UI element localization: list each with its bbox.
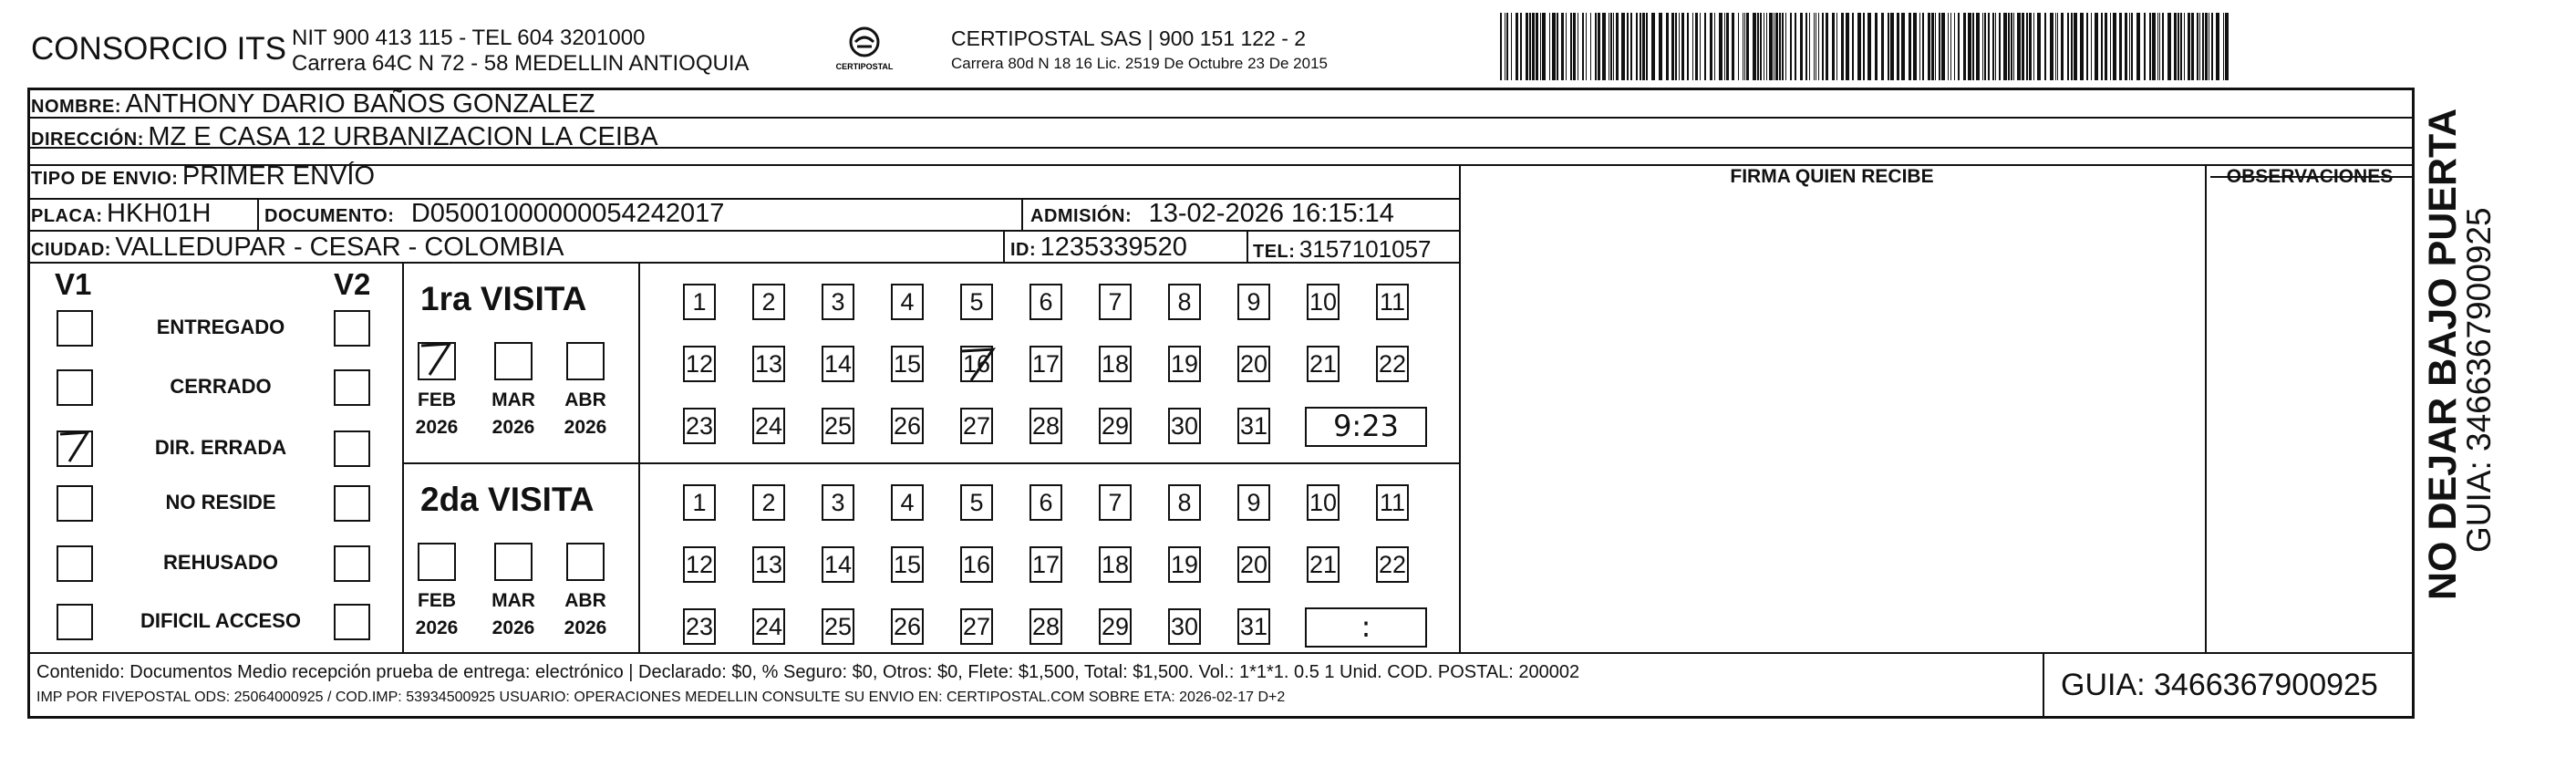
day-box[interactable] — [1029, 484, 1062, 521]
day-box[interactable] — [1307, 484, 1340, 521]
side-warning: NO DEJAR BAJO PUERTA — [2421, 108, 2465, 600]
day-box[interactable] — [1376, 484, 1409, 521]
month-year: 2026 — [415, 617, 459, 638]
day-number: 7 — [1108, 288, 1122, 316]
ship-type-row — [31, 161, 375, 192]
day-box[interactable] — [752, 284, 785, 320]
day-box[interactable] — [1029, 408, 1062, 444]
visit-title: 1ra VISITA — [420, 280, 587, 317]
day-box[interactable] — [822, 484, 854, 521]
day-number: 1 — [692, 288, 707, 316]
id-field — [1010, 233, 1187, 263]
day-box[interactable] — [1099, 284, 1132, 320]
day-number: 13 — [754, 350, 783, 378]
status-label: DIR. ERRADA — [154, 436, 287, 459]
day-box[interactable] — [960, 608, 993, 645]
day-box[interactable] — [1029, 546, 1062, 583]
day-number: 18 — [1101, 350, 1130, 378]
day-box[interactable] — [960, 546, 993, 583]
month-year: 2026 — [415, 417, 459, 438]
day-number: 4 — [900, 489, 915, 516]
company-address: Carrera 64C N 72 - 58 MEDELLIN ANTIOQUIA — [292, 51, 750, 76]
day-box[interactable] — [1099, 484, 1132, 521]
day-box[interactable] — [1237, 484, 1270, 521]
day-box[interactable] — [1029, 284, 1062, 320]
day-box[interactable] — [1168, 484, 1201, 521]
day-number: 8 — [1177, 288, 1192, 316]
day-box[interactable] — [1307, 284, 1340, 320]
status-v1-checkbox[interactable] — [57, 545, 93, 582]
id-label: ID: — [1010, 240, 1037, 260]
day-number: 12 — [685, 350, 714, 378]
day-box[interactable] — [891, 284, 924, 320]
month-name: MAR — [491, 389, 535, 410]
visit-title: 2da VISITA — [420, 481, 595, 518]
tel-number: 3157101057 — [1298, 235, 1432, 263]
day-box[interactable] — [1029, 608, 1062, 645]
observations-label: OBSERVACIONES — [2226, 166, 2394, 187]
day-number: 28 — [1031, 412, 1060, 440]
day-box[interactable] — [752, 546, 785, 583]
day-number: 5 — [969, 288, 984, 316]
footer-guia: GUIA: 3466367900925 — [2061, 668, 2378, 702]
recipient-name: ANTHONY DARIO BAÑOS GONZALEZ — [125, 89, 595, 119]
day-box[interactable] — [960, 484, 993, 521]
day-number: 24 — [754, 412, 783, 440]
status-v2-checkbox[interactable] — [334, 545, 370, 582]
day-number: 25 — [823, 412, 853, 440]
city: VALLEDUPAR - CESAR - COLOMBIA — [115, 233, 564, 262]
day-box[interactable] — [1237, 346, 1270, 382]
month-name: MAR — [491, 590, 535, 611]
day-box[interactable] — [1168, 608, 1201, 645]
day-box[interactable] — [1376, 346, 1409, 382]
status-label: DIFICIL ACCESO — [140, 609, 301, 632]
day-number: 8 — [1177, 489, 1192, 516]
status-v1-checkbox[interactable] — [57, 430, 93, 467]
day-number: 31 — [1239, 412, 1268, 440]
day-number: 28 — [1031, 613, 1060, 640]
day-number: 10 — [1309, 288, 1338, 316]
day-box[interactable] — [752, 346, 785, 382]
day-number: 16 — [962, 551, 991, 578]
day-number: 21 — [1309, 350, 1338, 378]
ship-type: PRIMER ENVÍO — [181, 161, 376, 191]
time-value: 9:23 — [1333, 409, 1399, 443]
status-label: REHUSADO — [163, 551, 278, 574]
time-field[interactable] — [1305, 407, 1427, 447]
day-number: 14 — [823, 551, 853, 578]
name-row — [31, 89, 595, 119]
day-box[interactable] — [683, 346, 716, 382]
day-number: 31 — [1239, 613, 1268, 640]
barcode — [1500, 13, 2229, 80]
day-number: 6 — [1039, 489, 1053, 516]
month-checkbox[interactable] — [418, 543, 456, 581]
name-label: NOMBRE: — [31, 97, 122, 117]
day-number: 25 — [823, 613, 853, 640]
city-field — [31, 233, 564, 263]
admission-date: 13-02-2026 16:15:14 — [1148, 199, 1394, 228]
certipostal-logo — [832, 24, 897, 77]
day-number: 13 — [754, 551, 783, 578]
day-number: 2 — [761, 489, 776, 516]
day-number: 14 — [823, 350, 853, 378]
day-box[interactable] — [752, 408, 785, 444]
admission-field — [1030, 199, 1394, 229]
status-v2-checkbox[interactable] — [334, 310, 370, 347]
day-number: 26 — [893, 412, 922, 440]
plate: HKH01H — [107, 199, 212, 228]
day-box[interactable] — [1168, 546, 1201, 583]
status-v1-checkbox[interactable] — [57, 604, 93, 640]
month-checkbox[interactable] — [418, 342, 456, 380]
day-box[interactable] — [683, 608, 716, 645]
day-box[interactable] — [1237, 284, 1270, 320]
day-box[interactable] — [822, 408, 854, 444]
day-box[interactable] — [960, 408, 993, 444]
status-v2-checkbox[interactable] — [334, 369, 370, 406]
address-label: DIRECCIÓN: — [31, 130, 144, 150]
day-box[interactable] — [891, 546, 924, 583]
status-v1-checkbox[interactable] — [57, 485, 93, 522]
day-number: 9 — [1247, 489, 1261, 516]
day-box[interactable] — [1168, 284, 1201, 320]
v1-header: V1 — [55, 267, 92, 301]
city-label: CIUDAD: — [31, 240, 111, 260]
day-number: 30 — [1170, 613, 1199, 640]
day-box[interactable] — [683, 546, 716, 583]
day-number: 27 — [962, 412, 991, 440]
day-number: 18 — [1101, 551, 1130, 578]
day-box[interactable] — [891, 408, 924, 444]
signature-area[interactable] — [1466, 264, 2196, 648]
status-v1-checkbox[interactable] — [57, 369, 93, 406]
day-box[interactable] — [1099, 346, 1132, 382]
day-number: 15 — [893, 350, 922, 378]
id-number: 1235339520 — [1040, 233, 1187, 262]
day-number: 26 — [893, 613, 922, 640]
day-box[interactable] — [683, 284, 716, 320]
time-field[interactable] — [1305, 607, 1427, 648]
day-number: 17 — [1031, 551, 1060, 578]
day-number: 4 — [900, 288, 915, 316]
status-v2-checkbox[interactable] — [334, 430, 370, 467]
footer-print-line: IMP POR FIVEPOSTAL ODS: 25064000925 / COD.IMP: 53934500925 USUARIO: OPERACIONES MEDELLIN CONSULTE SU ENVIO EN: CERTIPOSTAL.COM SOBRE ETA: 2026-02-17 D+2 — [36, 690, 1286, 705]
day-box[interactable] — [1376, 284, 1409, 320]
month-checkbox[interactable] — [494, 543, 533, 581]
ship-type-label: TIPO DE ENVIO: — [31, 169, 179, 189]
month-checkbox[interactable] — [494, 342, 533, 380]
logo-text: CERTIPOSTAL — [835, 62, 894, 71]
month-year: 2026 — [564, 617, 607, 638]
side-guia: GUIA: 3466367900925 — [2460, 207, 2498, 553]
day-box[interactable] — [1237, 546, 1270, 583]
status-label: ENTREGADO — [156, 316, 285, 338]
address-row — [31, 122, 658, 152]
day-box[interactable] — [1237, 408, 1270, 444]
company-info — [292, 26, 750, 77]
day-box[interactable] — [822, 284, 854, 320]
day-number: 1 — [692, 489, 707, 516]
day-number: 22 — [1378, 551, 1407, 578]
cert-info — [951, 26, 1328, 77]
day-number: 12 — [685, 551, 714, 578]
status-label: NO RESIDE — [165, 491, 276, 513]
day-number: 5 — [969, 489, 984, 516]
day-number: 9 — [1247, 288, 1261, 316]
day-box[interactable] — [822, 608, 854, 645]
day-number: 3 — [831, 288, 845, 316]
day-number: 15 — [893, 551, 922, 578]
document-field — [264, 199, 724, 229]
recipient-address: MZ E CASA 12 URBANIZACION LA CEIBA — [148, 122, 658, 151]
day-number: 17 — [1031, 350, 1060, 378]
day-number: 6 — [1039, 288, 1053, 316]
day-box[interactable] — [1376, 546, 1409, 583]
status-v2-checkbox[interactable] — [334, 604, 370, 640]
month-year: 2026 — [491, 617, 535, 638]
plate-field — [31, 199, 211, 229]
day-box[interactable] — [1307, 346, 1340, 382]
day-number: 20 — [1239, 350, 1268, 378]
month-name: ABR — [564, 590, 606, 611]
status-v1-checkbox[interactable] — [57, 310, 93, 347]
signature-label: FIRMA QUIEN RECIBE — [1730, 166, 1934, 187]
day-box[interactable] — [1099, 408, 1132, 444]
day-box[interactable] — [1099, 608, 1132, 645]
day-box[interactable] — [1099, 546, 1132, 583]
day-number: 19 — [1170, 350, 1199, 378]
tel-label: TEL: — [1253, 242, 1296, 262]
month-name: ABR — [564, 389, 606, 410]
day-number: 29 — [1101, 412, 1130, 440]
day-box[interactable] — [960, 284, 993, 320]
day-number: 11 — [1379, 489, 1406, 516]
day-box[interactable] — [891, 484, 924, 521]
day-number: 19 — [1170, 551, 1199, 578]
day-box[interactable] — [822, 546, 854, 583]
month-year: 2026 — [491, 417, 535, 438]
day-box[interactable] — [752, 484, 785, 521]
company-name: CONSORCIO ITS — [31, 31, 287, 67]
tel-field — [1253, 235, 1432, 264]
status-v2-checkbox[interactable] — [334, 485, 370, 522]
day-box[interactable] — [960, 346, 993, 382]
status-label: CERRADO — [170, 375, 272, 398]
day-box[interactable] — [891, 608, 924, 645]
day-box[interactable] — [1307, 546, 1340, 583]
day-number: 16 — [962, 350, 991, 378]
document-label: DOCUMENTO: — [264, 206, 395, 226]
day-number: 23 — [685, 412, 714, 440]
day-box[interactable] — [752, 608, 785, 645]
day-box[interactable] — [683, 408, 716, 444]
footer-content-line: Contenido: Documentos Medio recepción prueba de entrega: electrónico | Declarado: $0, % Seguro: $0, Otros: $0, Flete: $1,500, Total: $1,500. Vol.: 1*1*1. 0.5 1 Unid. COD. POSTAL: 200002 — [36, 662, 1580, 682]
day-number: 27 — [962, 613, 991, 640]
day-number: 3 — [831, 489, 845, 516]
day-number: 21 — [1309, 551, 1338, 578]
month-checkbox[interactable] — [566, 543, 605, 581]
day-box[interactable] — [1029, 346, 1062, 382]
day-box[interactable] — [1168, 346, 1201, 382]
cert-line-1: CERTIPOSTAL SAS | 900 151 122 - 2 — [951, 26, 1307, 50]
day-number: 10 — [1309, 489, 1338, 516]
day-check-mark — [957, 342, 998, 384]
day-number: 20 — [1239, 551, 1268, 578]
day-box[interactable] — [891, 346, 924, 382]
document-number: D05001000000054242017 — [410, 199, 725, 228]
day-number: 24 — [754, 613, 783, 640]
time-value: : — [1360, 609, 1371, 644]
day-number: 7 — [1108, 489, 1122, 516]
day-number: 22 — [1378, 350, 1407, 378]
day-number: 29 — [1101, 613, 1130, 640]
month-name: FEB — [418, 590, 456, 611]
day-number: 30 — [1170, 412, 1199, 440]
month-checkbox[interactable] — [566, 342, 605, 380]
month-name: FEB — [418, 389, 456, 410]
day-box[interactable] — [1237, 608, 1270, 645]
day-box[interactable] — [1168, 408, 1201, 444]
cert-line-2: Carrera 80d N 18 16 Lic. 2519 De Octubre 23 De 2015 — [951, 55, 1328, 72]
admission-label: ADMISIÓN: — [1030, 206, 1133, 226]
day-number: 23 — [685, 613, 714, 640]
v2-header: V2 — [334, 267, 371, 301]
day-number: 2 — [761, 288, 776, 316]
day-box[interactable] — [822, 346, 854, 382]
month-year: 2026 — [564, 417, 607, 438]
observations-area[interactable] — [2210, 182, 2409, 648]
nit-line: NIT 900 413 115 - TEL 604 3201000 — [292, 26, 646, 50]
day-number: 11 — [1379, 288, 1406, 316]
day-box[interactable] — [683, 484, 716, 521]
plate-label: PLACA: — [31, 206, 103, 226]
